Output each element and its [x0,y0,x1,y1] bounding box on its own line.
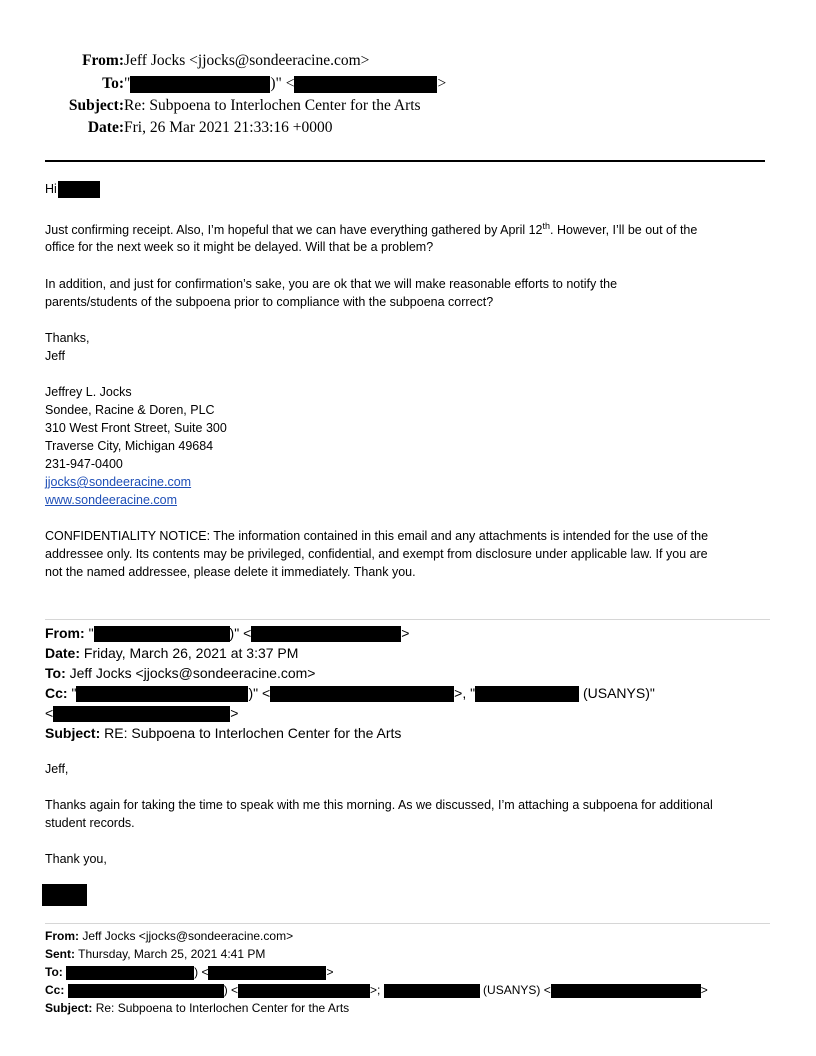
quoted2-to-mid: ) < [194,965,209,979]
subject-label: Subject: [68,97,124,114]
date-label: Date: [87,119,124,136]
confidentiality-line: CONFIDENTIALITY NOTICE: The information contained in this email and any attachments is intended for the use of the [45,529,709,543]
body-line [45,221,697,237]
quoted2-cc-label: Cc: [45,983,65,997]
redaction-box [68,984,224,998]
signature-street: 310 West Front Street, Suite 300 [45,421,227,435]
quoted1-subject [45,725,401,741]
quoted1-subject-label: Subject: [45,725,101,741]
quoted2-sent-value: Thursday, March 25, 2021 4:41 PM [78,947,266,961]
redaction-box [208,966,326,980]
from-label: From: [82,52,124,69]
body-line: parents/students of the subpoena prior to compliance with the subpoena correct? [45,295,494,309]
paragraph-text: Just confirming receipt. Also, I’m hopeful that we can have everything gathered by April 12 [45,223,543,238]
quoted1-closing: Thank you, [45,852,107,866]
signature-name: Jeffrey L. Jocks [45,385,132,399]
quoted1-to-value: Jeff Jocks <jjocks@sondeeracine.com> [69,665,316,681]
to-mid: )" < [270,75,295,92]
quoted2-sent-label: Sent: [45,947,75,961]
quoted1-from-close: > [401,625,410,641]
confidentiality-line: addressee only. Its contents may be privileged, confidential, and exempt from disclosure under applicable law. If you are [45,547,708,561]
quoted2-cc-close: > [700,983,708,997]
subject-value: Re: Subpoena to Interlochen Center for the Arts [124,97,421,114]
to-value [124,75,446,93]
quoted1-cc2-close: > [230,705,239,721]
thanks: Thanks, [45,331,90,345]
quoted1-cc-continued [45,705,238,722]
redaction-box [251,626,401,642]
quoted2-cc-usanys: (USANYS) < [479,983,551,997]
quoted1-cc-usanys: (USANYS)" [579,685,655,701]
body-line: office for the next week so it might be delayed. Will that be a problem? [45,240,434,254]
quoted1-salutation: Jeff, [45,762,69,776]
ordinal-suffix: th [542,221,551,231]
email-header [0,52,124,142]
quoted2-to-close: > [326,965,334,979]
signature-phone: 231-947-0400 [45,457,123,471]
date-value: Fri, 26 Mar 2021 21:33:16 +0000 [124,119,333,136]
quoted2-cc [45,983,708,998]
quoted2-from-label: From: [45,929,79,943]
body-line: In addition, and just for confirmation’s sake, you are ok that we will make reasonable efforts to notify the [45,277,618,291]
quoted2-sent [45,947,265,961]
to-quote: " [124,75,131,92]
quoted1-cc-sep: >, " [454,685,476,701]
quoted-divider [45,923,770,924]
redaction-box [53,706,230,722]
redaction-box [76,686,248,702]
quoted2-subject [45,1001,349,1015]
redaction-box [130,76,270,93]
quoted2-from-value: Jeff Jocks <jjocks@sondeeracine.com> [82,929,294,943]
redaction-box [270,686,454,702]
quoted2-to-label: To: [45,965,63,979]
redaction-box [475,686,579,702]
signature-website-link[interactable]: www.sondeeracine.com [45,493,178,507]
quoted1-date-label: Date: [45,645,81,661]
redaction-box [42,884,87,906]
quoted2-to [45,965,333,980]
signature-firm: Sondee, Racine & Doren, PLC [45,403,215,417]
signature-city: Traverse City, Michigan 49684 [45,439,214,453]
quoted1-cc2-open: < [45,705,54,721]
redaction-box [94,626,230,642]
paragraph-text: . However, I’ll be out of the [550,223,698,238]
quoted1-date [45,645,298,661]
redaction-box [551,984,701,998]
quoted1-date-value: Friday, March 26, 2021 at 3:37 PM [83,645,299,661]
signature-email-link[interactable]: jjocks@sondeeracine.com [45,475,192,489]
quote-mark: " [71,685,77,701]
quoted1-body-line: Thanks again for taking the time to speak with me this morning. As we discussed, I’m attaching a subpoena for additional [45,798,713,812]
redaction-box [294,76,437,93]
quoted-divider [45,619,770,620]
quoted1-to [45,665,315,681]
quoted1-cc-label: Cc: [45,685,68,701]
redaction-box [384,984,480,998]
redaction-box [66,966,194,980]
redaction-box [58,181,100,198]
quoted1-from-label: From: [45,625,85,641]
quoted1-cc-mid: )" < [248,685,271,701]
signoff: Jeff [45,349,65,363]
quoted1-subject-value: RE: Subpoena to Interlochen Center for the Arts [104,725,402,741]
greeting [45,181,100,198]
quoted2-cc-sep: >; [370,983,381,997]
quoted2-subject-label: Subject: [45,1001,93,1015]
to-label: To: [102,75,124,92]
quoted2-cc-mid: ) < [223,983,239,997]
quoted1-body-line: student records. [45,816,135,830]
to-close: > [437,75,447,92]
redaction-box [238,984,370,998]
quoted2-from [45,929,293,943]
quoted2-subject-value: Re: Subpoena to Interlochen Center for the Arts [95,1001,350,1015]
confidentiality-line: not the named addressee, please delete it immediately. Thank you. [45,565,416,579]
quote-mark: " [88,625,94,641]
from-value: Jeff Jocks <jjocks@sondeeracine.com> [124,52,370,69]
quoted1-from-mid: )" < [229,625,252,641]
header-divider [45,160,765,162]
quoted1-from [45,625,409,642]
quoted1-to-label: To: [45,665,66,681]
quoted1-cc [45,685,655,702]
greeting-text: Hi [45,181,57,196]
